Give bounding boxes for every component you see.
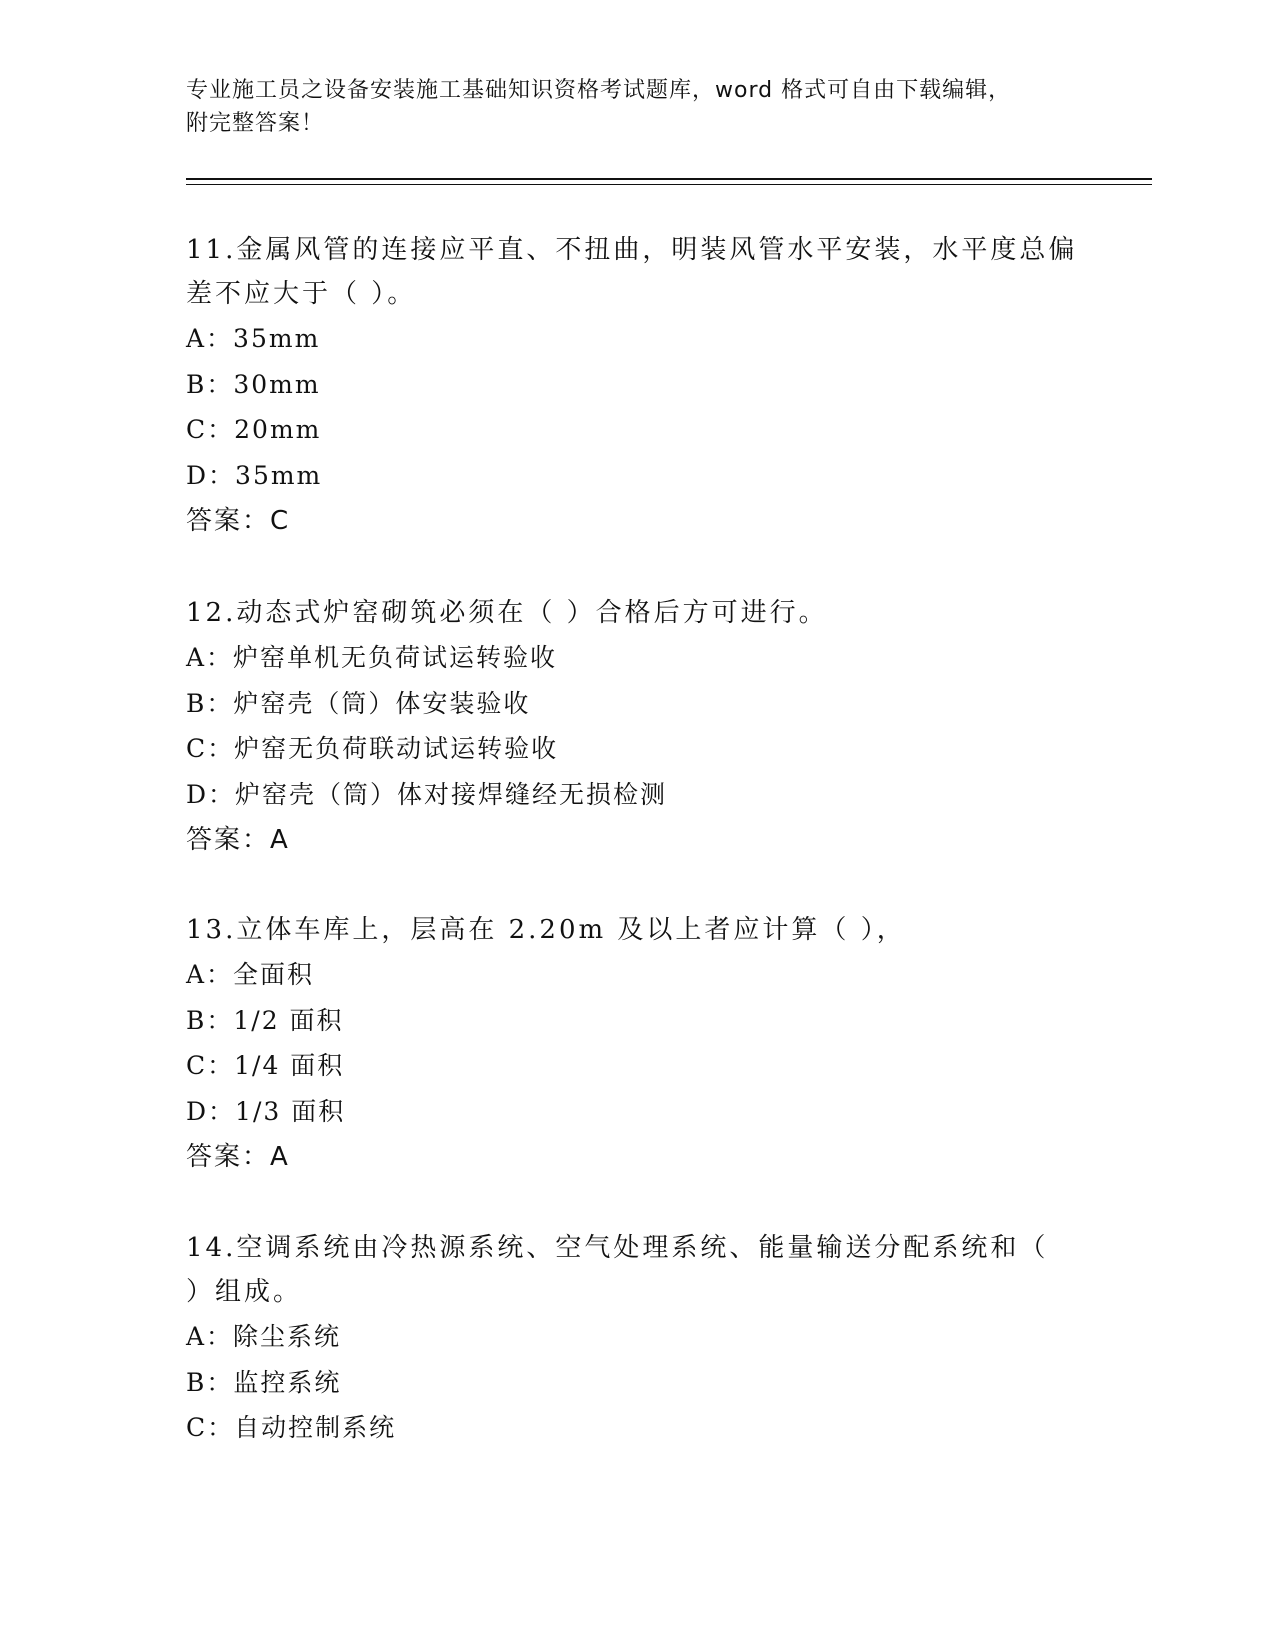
document-page (186, 0, 1126, 1650)
header-line-1: 专业施工员之设备安装施工基础知识资格考试题库，word 格式可自由下载编辑， (186, 78, 1012, 103)
answer: 答案：C (186, 506, 291, 536)
option-d: D：炉窑壳（筒）体对接焊缝经无损检测 (186, 779, 668, 809)
option-a: A：炉窑单机无负荷试运转验收 (186, 643, 558, 672)
document-header (186, 74, 1086, 140)
option-a: A：除尘系统 (186, 1322, 342, 1351)
question-13 (186, 908, 1086, 1180)
question-stem-line: 13.立体车库上，层高在 2.20m 及以上者应计算（ ）， (186, 915, 906, 945)
question-stem-line: 12.动态式炉窑砌筑必须在（ ）合格后方可进行。 (186, 598, 828, 628)
option-a: A：35mm (186, 324, 321, 353)
header-rule-thick (186, 178, 1152, 180)
answer: 答案：A (186, 1142, 290, 1172)
question-12 (186, 591, 1086, 863)
header-line-2: 附完整答案！ (186, 111, 325, 136)
answer: 答案：A (186, 825, 290, 855)
option-b: B：1/2 面积 (186, 1005, 344, 1035)
option-b: B：炉窑壳（筒）体安装验收 (186, 688, 531, 718)
option-b: B：30mm (186, 369, 321, 399)
option-c: C：20mm (186, 415, 322, 444)
option-c: C：炉窑无负荷联动试运转验收 (186, 734, 559, 763)
header-rule-thin (186, 184, 1152, 185)
question-14 (186, 1226, 1086, 1451)
question-stem-line: ）组成。 (186, 1277, 303, 1307)
option-a: A：全面积 (186, 960, 315, 989)
option-b: B：监控系统 (186, 1367, 342, 1397)
option-d: D：1/3 面积 (186, 1096, 346, 1126)
option-d: D：35mm (186, 460, 323, 490)
question-stem-line: 11.金属风管的连接应平直、不扭曲，明装风管水平安装，水平度总偏 (186, 235, 1078, 265)
question-stem-line: 14.空调系统由冷热源系统、空气处理系统、能量输送分配系统和（ (186, 1233, 1049, 1263)
option-c: C：自动控制系统 (186, 1413, 397, 1442)
question-11 (186, 228, 1086, 544)
option-c: C：1/4 面积 (186, 1051, 345, 1080)
question-stem-line: 差不应大于（ ）。 (186, 279, 417, 309)
